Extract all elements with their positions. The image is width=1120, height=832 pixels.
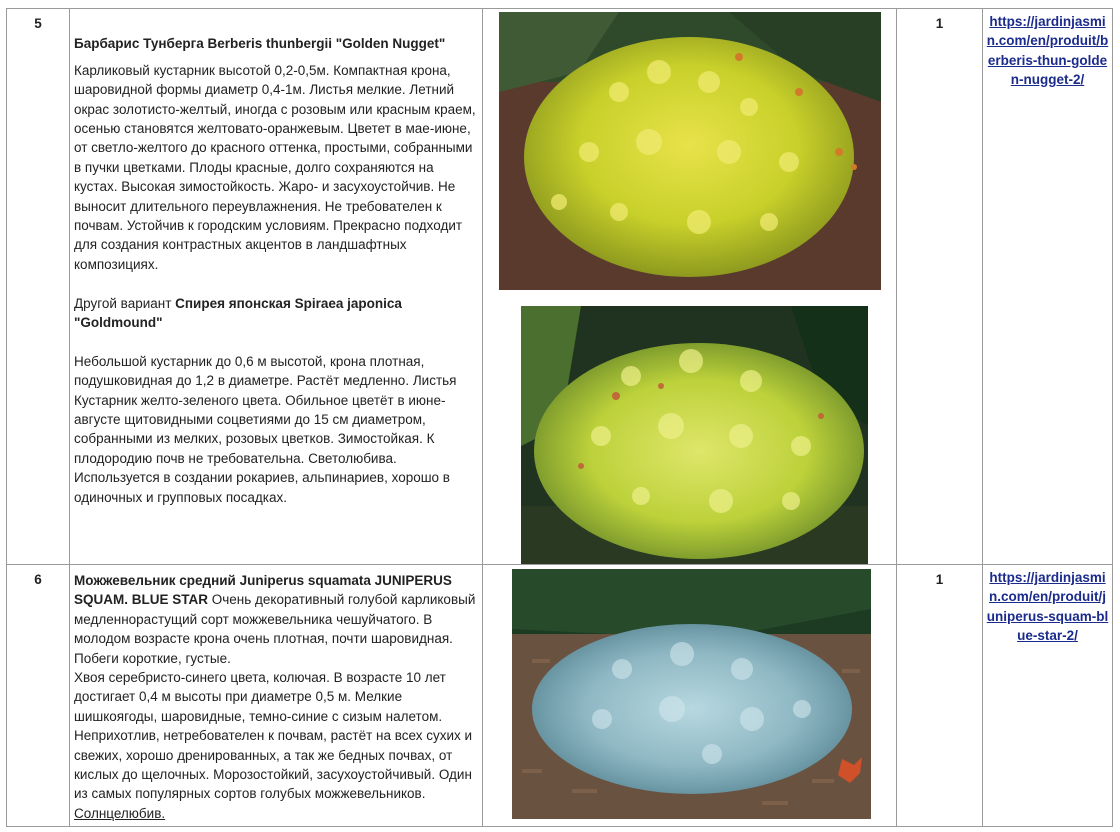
plant-description-tail: Солнцелюбив.	[74, 805, 166, 821]
table-row	[7, 565, 1113, 827]
link-cell	[983, 565, 1113, 827]
plant-description: Карликовый кустарник высотой 0,2-0,5м. Компактная крона, шаровидной формы диаметр 0,4-1м. Листья мелкие. Летний окрас золотисто-желтый, иногда с розовым или красным краем, осенью становятся желтовато-оранжевым. Цветет в мае-июне, от светло-желтого до красного оттенка, простыми, собранными в пучки цветками. Плоды красные, долго сохраняются на кустах. Высокая зимостойкость. Жаро- и засухоустойчив. Не выносит длительного переувлажнения. Не требователен к почвам. Устойчив к городским условиям. Прекрасно подходит для создания контрастных акцентов в ландшафтных композициях.	[74, 62, 476, 272]
juniper-photo	[512, 569, 871, 819]
plant-description: Очень декоративный голубой карликовый медленнорастущий сорт можжевельника чешуйчатого. В молодом возрасте крона очень плотная, почти шаровидная. Побеги короткие, густые.	[74, 592, 476, 666]
image-cell	[483, 9, 897, 565]
image-cell	[483, 565, 897, 827]
alternative-heading	[74, 294, 478, 333]
description-cell	[70, 565, 483, 827]
link-cell	[983, 9, 1113, 565]
alternative-title: Спирея японская Spiraea japonica "Goldmound"	[74, 295, 402, 331]
product-link[interactable]: https://jardinjasmin.com/en/produit/berberis-thun-golden-nugget-2/	[986, 14, 1109, 88]
quantity: 1	[897, 565, 983, 827]
table-row	[7, 9, 1113, 565]
row-number: 6	[7, 565, 70, 827]
plant-description-paragraph	[74, 571, 478, 668]
description-cell	[70, 9, 483, 565]
spiraea-shrub-image	[521, 306, 868, 564]
plant-title: Барбарис Тунберга Berberis thunbergii "Golden Nugget"	[74, 36, 446, 52]
spiraea-photo	[521, 306, 868, 564]
plant-description-paragraph	[74, 668, 478, 823]
row-number: 5	[7, 9, 70, 565]
product-link[interactable]: https://jardinjasmin.com/en/produit/juniperus-squam-blue-star-2/	[986, 570, 1109, 644]
plant-description-2: Хвоя серебристо-синего цвета, колючая. В возрасте 10 лет достигает 0,4 м высоты при диаметре 0,5 м. Мелкие шишкоягоды, шаровидные, темно-синие с сизым налетом. Неприхотлив, нетребователен к почвам, растёт на всех сухих и свежих, хорошо дренированных, а так же бедных почвах, от кислых до щелочных. Морозостойкий, засухоустойчивый. Один из самых популярных сортов голубых можжевельников.	[74, 670, 473, 802]
berberis-shrub-image	[499, 12, 881, 290]
plant-table	[6, 8, 1113, 827]
quantity: 1	[897, 9, 983, 565]
berberis-photo	[499, 12, 881, 290]
alternative-description: Небольшой кустарник до 0,6 м высотой, крона плотная, подушковидная до 1,2 в диаметре. Растёт медленно. Листья Кустарник желто-зеленого цвета. Обильное цветёт в июне-августе щитовидными соцветиями до 15 см диаметром, собранными из мелких, розовых цветков. Зимостойкая. К плодородию почв не требовательна. Светолюбива. Используется в создании рокариев, альпинариев, хорошо в одиночных и групповых посадках.	[74, 353, 457, 505]
plant-title: Можжевельник средний Juniperus squamata JUNIPERUS SQUAM. BLUE STAR	[74, 573, 452, 608]
alternative-prefix: Другой вариант	[74, 295, 176, 311]
juniper-shrub-image	[512, 569, 871, 819]
